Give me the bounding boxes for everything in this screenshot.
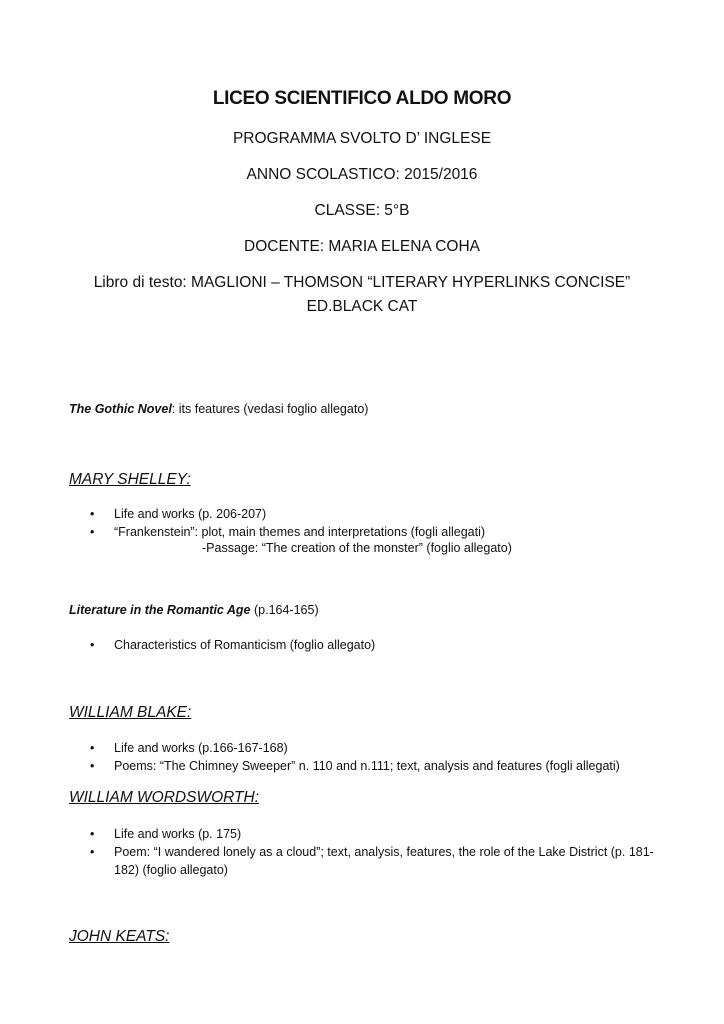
- list-item: • “Frankenstein”: plot, main themes and interpretations (fogli allegati): [90, 525, 486, 539]
- bullet-icon: •: [90, 525, 95, 539]
- john-keats-heading: JOHN KEATS:: [69, 928, 170, 945]
- bullet-icon: •: [90, 759, 95, 773]
- bullet-icon: •: [90, 845, 95, 859]
- william-wordsworth-heading: WILLIAM WORDSWORTH:: [69, 789, 260, 806]
- romantic-age-title: Literature in the Romantic Age: [69, 603, 251, 617]
- mary-shelley-heading: MARY SHELLEY:: [69, 471, 191, 488]
- gothic-novel-line: [69, 402, 368, 416]
- textbook-line: Libro di testo: MAGLIONI – THOMSON “LITERARY HYPERLINKS CONCISE”: [93, 274, 631, 291]
- publisher-line: ED.BLACK CAT: [306, 298, 418, 315]
- list-item: • Life and works (p.166-167-168): [90, 741, 288, 755]
- romantic-age-pages: (p.164-165): [250, 603, 319, 617]
- list-item: • Life and works (p. 206-207): [90, 507, 267, 521]
- school-year-line: ANNO SCOLASTICO: 2015/2016: [246, 166, 478, 183]
- teacher-line: DOCENTE: MARIA ELENA COHA: [244, 238, 480, 255]
- list-item: • Poem: “I wandered lonely as a cloud”; text, analysis, features, the role of the Lake District (p. 181-182) (foglio allegato): [90, 845, 654, 877]
- william-blake-heading: WILLIAM BLAKE:: [69, 704, 192, 721]
- list-item: • Poems: “The Chimney Sweeper” n. 110 and n.111; text, analysis and features (fogli allegati): [90, 759, 620, 773]
- bullet-icon: •: [90, 507, 95, 521]
- bullet-icon: •: [90, 741, 95, 755]
- mary-shelley-list: [90, 505, 670, 541]
- school-title: LICEO SCIENTIFICO ALDO MORO: [212, 88, 512, 109]
- bullet-icon: •: [90, 638, 95, 652]
- gothic-novel-title: The Gothic Novel: [69, 402, 172, 416]
- bullet-icon: •: [90, 827, 95, 841]
- list-item: • Life and works (p. 175): [90, 827, 242, 841]
- gothic-novel-rest: : its features (vedasi foglio allegato): [171, 402, 369, 416]
- william-wordsworth-list: [90, 825, 670, 879]
- list-item: • Characteristics of Romanticism (foglio allegato): [90, 638, 376, 652]
- program-line: PROGRAMMA SVOLTO D’ INGLESE: [232, 130, 492, 147]
- william-blake-list: [90, 739, 670, 775]
- class-line: CLASSE: 5°B: [314, 202, 410, 219]
- romantic-age-list: [90, 636, 670, 654]
- romantic-age-line: [69, 603, 319, 617]
- passage-line: -Passage: “The creation of the monster” (foglio allegato): [202, 541, 512, 555]
